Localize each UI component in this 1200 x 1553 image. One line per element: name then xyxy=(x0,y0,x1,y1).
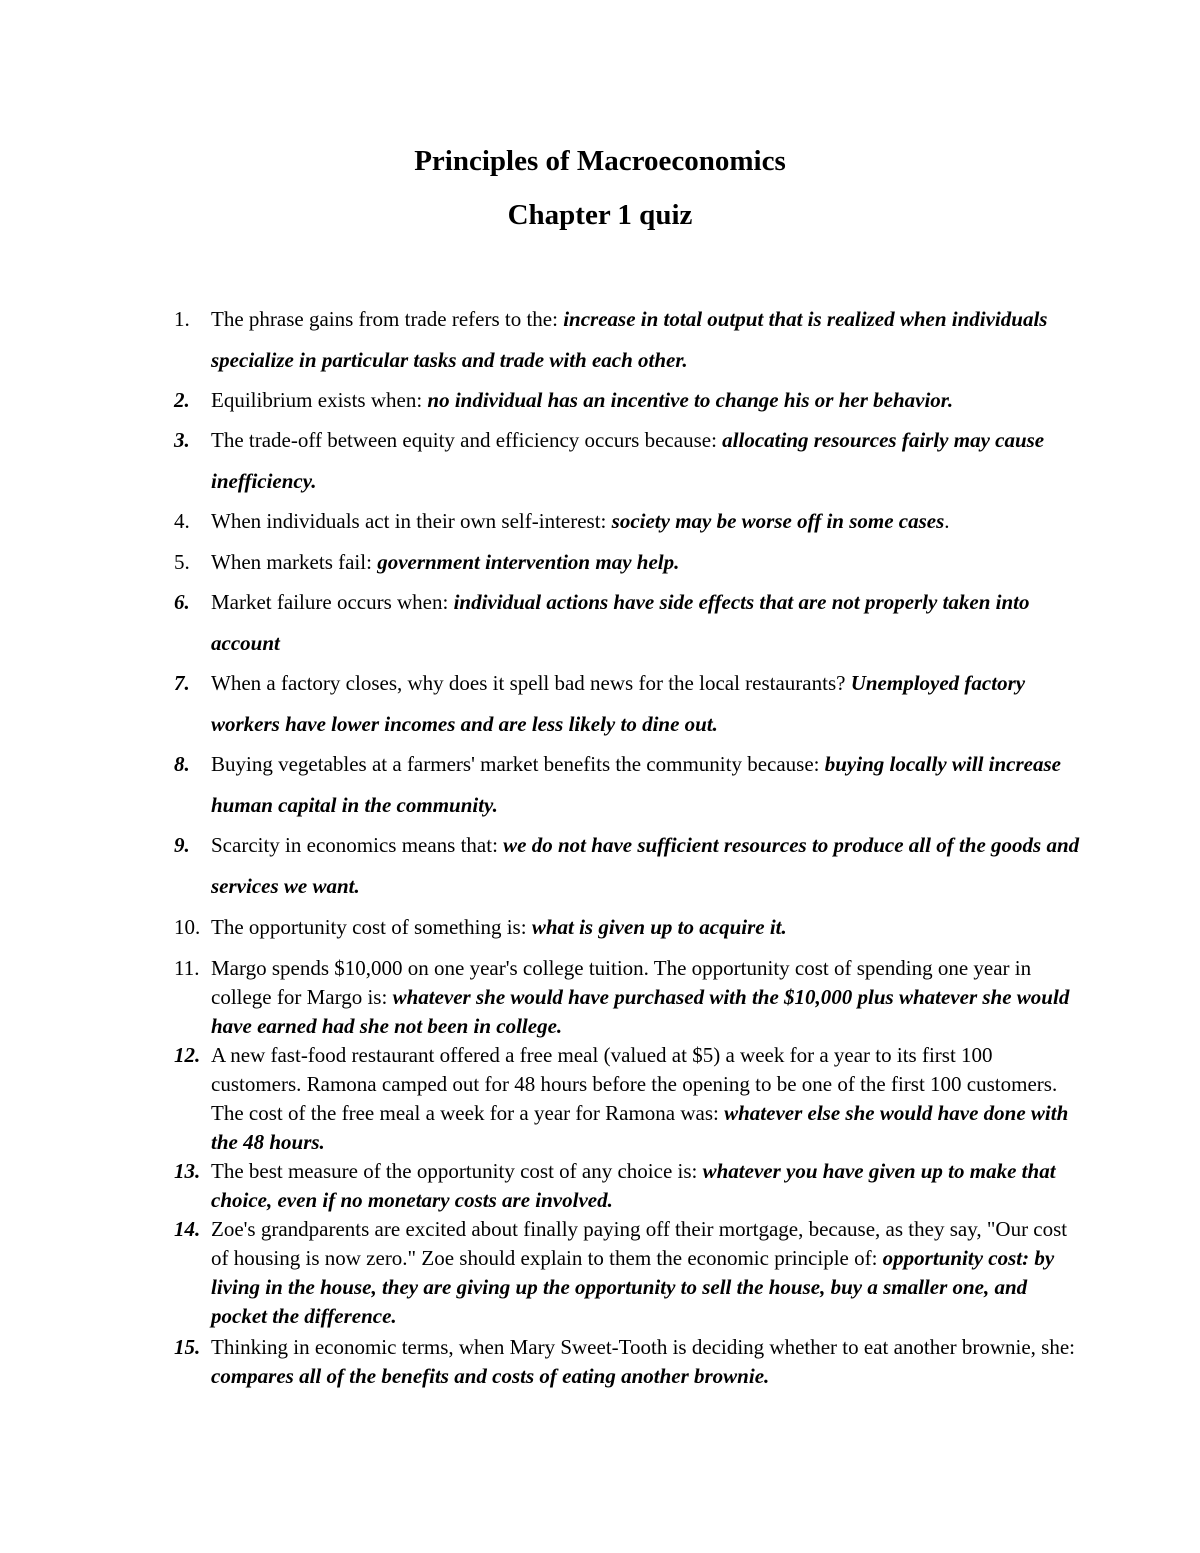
question-number: 15. xyxy=(174,1335,201,1359)
question-answer: compares all of the benefits and costs of eating another brownie. xyxy=(211,1364,770,1388)
question-answer: what is given up to acquire it. xyxy=(531,915,787,939)
question-answer: increase in total output that is realized when individuals specialize in particular tasks and trade with each other. xyxy=(211,307,1048,372)
question-number: 10. xyxy=(174,915,201,939)
question-prompt: The phrase gains from trade refers to the: xyxy=(211,307,564,331)
question-number: 6. xyxy=(174,590,190,614)
question-number: 3. xyxy=(174,428,190,452)
question-tail: . xyxy=(944,509,950,533)
question-answer: Unemployed factory workers have lower incomes and are less likely to dine out. xyxy=(211,671,1026,736)
question-text xyxy=(211,299,1081,380)
question-prompt: A new fast-food restaurant offered a free meal (valued at $5) a week for a year to its first 100 customers. Ramona camped out for 48 hours before the opening to be one of the first 100 customers. The cost of the free meal a week for a year for Ramona was: xyxy=(211,1043,1058,1125)
question-text xyxy=(211,907,1081,948)
question-prompt: Buying vegetables at a farmers' market benefits the community because: xyxy=(211,752,825,776)
question-prompt: Market failure occurs when: xyxy=(211,590,454,614)
question-text xyxy=(211,954,1081,1041)
question-prompt: When a factory closes, why does it spell bad news for the local restaurants? xyxy=(211,671,851,695)
question-answer: whatever you have given up to make that choice, even if no monetary costs are involved. xyxy=(211,1159,1056,1212)
question-number: 7. xyxy=(174,671,190,695)
question-number: 12. xyxy=(174,1043,201,1067)
question-prompt: Equilibrium exists when: xyxy=(211,388,428,412)
question-text xyxy=(211,542,1081,583)
question-answer: allocating resources fairly may cause inefficiency. xyxy=(211,428,1045,493)
question-answer: buying locally will increase human capital in the community. xyxy=(211,752,1061,817)
question-answer: government intervention may help. xyxy=(377,550,680,574)
question-prompt: The opportunity cost of something is: xyxy=(211,915,532,939)
question-text xyxy=(211,663,1081,744)
question-prompt: Margo spends $10,000 on one year's college tuition. The opportunity cost of spending one year in college for Margo is: xyxy=(211,956,1032,1009)
question-prompt: The best measure of the opportunity cost of any choice is: xyxy=(211,1159,703,1183)
question-prompt: The trade-off between equity and efficiency occurs because: xyxy=(211,428,723,452)
question-answer: individual actions have side effects that are not properly taken into account xyxy=(211,590,1030,655)
question-number: 13. xyxy=(174,1159,201,1183)
question-number: 5. xyxy=(174,550,190,574)
question-text xyxy=(211,501,1081,542)
question-answer: we do not have sufficient resources to produce all of the goods and services we want. xyxy=(211,833,1080,898)
question-text xyxy=(211,744,1081,825)
document-subtitle: Chapter 1 quiz xyxy=(507,199,693,231)
question-number: 11. xyxy=(174,956,200,980)
question-prompt: When individuals act in their own self-interest: xyxy=(211,509,612,533)
question-prompt: Scarcity in economics means that: xyxy=(211,833,504,857)
question-number: 2. xyxy=(174,388,190,412)
question-prompt: Thinking in economic terms, when Mary Sweet-Tooth is deciding whether to eat another brownie, she: xyxy=(211,1335,1075,1359)
question-number: 14. xyxy=(174,1217,201,1241)
question-answer: opportunity cost: by living in the house, they are giving up the opportunity to sell the house, buy a smaller one, and pocket the difference. xyxy=(211,1246,1055,1328)
question-answer: whatever else she would have done with the 48 hours. xyxy=(211,1101,1069,1154)
document-title: Principles of Macroeconomics xyxy=(414,145,786,177)
question-text xyxy=(211,825,1081,906)
question-text xyxy=(211,1215,1081,1331)
question-text xyxy=(211,1041,1081,1157)
question-prompt: Zoe's grandparents are excited about finally paying off their mortgage, because, as they say, "Our cost of housing is now zero." Zoe should explain to them the economic principle of: xyxy=(211,1217,1068,1270)
question-text xyxy=(211,380,1081,421)
question-number: 9. xyxy=(174,833,190,857)
question-text xyxy=(211,1333,1081,1391)
question-prompt: When markets fail: xyxy=(211,550,378,574)
question-answer: no individual has an incentive to change his or her behavior. xyxy=(427,388,954,412)
question-number: 1. xyxy=(174,307,190,331)
question-text xyxy=(211,420,1081,501)
question-answer: whatever she would have purchased with the $10,000 plus whatever she would have earned had she not been in college. xyxy=(211,985,1070,1038)
question-text xyxy=(211,1157,1081,1215)
question-text xyxy=(211,582,1081,663)
question-number: 4. xyxy=(174,509,190,533)
question-number: 8. xyxy=(174,752,190,776)
question-answer: society may be worse off in some cases xyxy=(611,509,945,533)
